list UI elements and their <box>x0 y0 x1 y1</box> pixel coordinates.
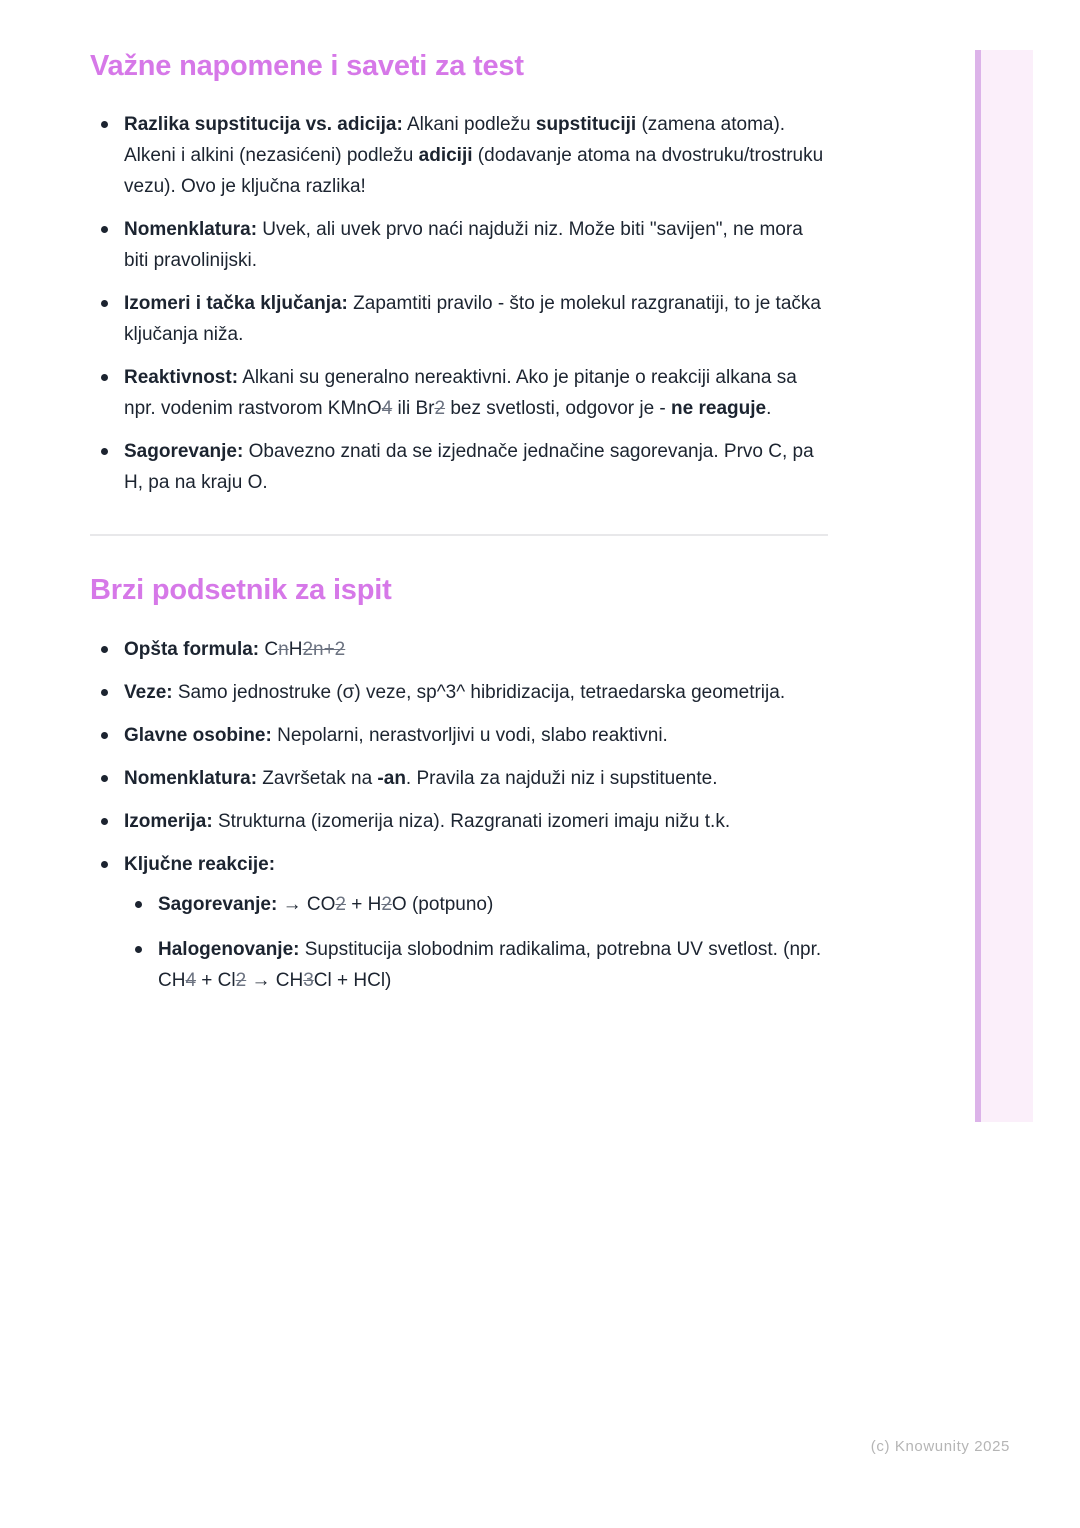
list-item <box>90 362 830 424</box>
text-segment: 2 <box>335 893 346 915</box>
section-quick-reminder <box>90 574 830 995</box>
text-segment: Sagorevanje: <box>158 893 278 915</box>
text-segment: (dodavanje atoma na dvostruku/trostruku vezu). Ovo je ključna razlika! <box>124 145 824 198</box>
text-segment: Sagorevanje: <box>124 441 244 463</box>
text-segment: Zapamtiti pravilo - što je molekul razgranatiji, to je tačka ključanja niža. <box>124 293 821 346</box>
list-item <box>90 849 830 996</box>
text-segment: 4 <box>381 398 393 420</box>
list-item <box>90 720 830 751</box>
sub-list <box>124 889 830 996</box>
page-accent-bar <box>975 50 1033 1122</box>
list-item <box>124 934 830 996</box>
text-segment: Obavezno znati da se izjednače jednačine sagorevanja. Prvo C, pa H, pa na kraju O. <box>124 441 814 494</box>
text-segment: adiciji <box>418 145 473 167</box>
text-segment: + Cl <box>196 969 236 991</box>
text-segment: Nomenklatura: <box>124 767 258 789</box>
text-segment: Nepolarni, nerastvorljivi u vodi, slabo reaktivni. <box>271 724 668 746</box>
text-segment: bez svetlosti, odgovor je - <box>445 398 672 420</box>
text-segment: Razlika supstitucija vs. adicija: <box>124 114 403 136</box>
text-segment: O (potpuno) <box>391 893 494 915</box>
text-segment: 4 <box>185 969 197 991</box>
list-item <box>90 806 830 837</box>
section-divider <box>90 534 828 536</box>
text-segment: Alkani su generalno nereaktivni. Ako je pitanje o reakciji alkana sa npr. vodenim rastvorom KMnO <box>124 367 797 420</box>
text-segment: Ključne reakcije: <box>124 853 276 875</box>
text-segment: Supstitucija slobodnim radikalima, potrebna UV svetlost. (npr. CH <box>158 938 822 991</box>
text-segment: H <box>288 638 303 660</box>
list-item <box>90 763 830 794</box>
text-segment: Izomeri i tačka ključanja: <box>124 293 348 315</box>
text-segment: 3 <box>303 969 314 991</box>
text-segment: 2 <box>434 398 446 420</box>
text-segment: Završetak na <box>257 767 378 789</box>
notes-bullet-list <box>90 109 830 498</box>
text-segment: 2 <box>381 893 392 915</box>
section-title-notes: Važne napomene i saveti za test <box>90 50 524 82</box>
text-segment: Glavne osobine: <box>124 724 272 746</box>
text-segment: supstituciji <box>535 114 637 136</box>
list-item <box>90 214 830 276</box>
text-segment: ili Br <box>392 398 435 420</box>
section-title-reminder: Brzi podsetnik za ispit <box>90 574 392 607</box>
text-segment: Nomenklatura: <box>124 219 258 241</box>
text-segment: Veze: <box>124 681 173 703</box>
reminder-bullet-list <box>90 634 830 996</box>
text-segment: C <box>259 638 279 660</box>
document-body <box>90 50 830 1010</box>
text-segment: → CO <box>277 893 336 915</box>
text-segment: Strukturna (izomerija niza). Razgranati izomeri imaju nižu t.k. <box>212 810 731 832</box>
text-segment: n <box>278 638 289 660</box>
text-segment: Alkani podležu <box>402 114 536 136</box>
text-segment: 2n+2 <box>302 638 346 660</box>
text-segment: Reaktivnost: <box>124 367 239 389</box>
list-item <box>90 634 830 665</box>
text-segment: . Pravila za najduži niz i supstituente. <box>405 767 718 789</box>
text-segment: (zamena atoma). Alkeni i alkini (nezasićeni) podležu <box>124 114 786 167</box>
list-item <box>90 288 830 350</box>
text-segment: 2 <box>235 969 247 991</box>
list-item <box>90 109 830 202</box>
text-segment: Opšta formula: <box>124 638 260 660</box>
text-segment: + H <box>345 893 382 915</box>
text-segment: Samo jednostruke (σ) veze, sp^3^ hibridizacija, tetraedarska geometrija. <box>172 681 786 703</box>
footer-credit: (c) Knowunity 2025 <box>870 1438 1010 1455</box>
text-segment: Cl + HCl) <box>313 969 392 991</box>
text-segment: . <box>766 398 772 420</box>
text-segment: ne reaguje <box>671 398 767 420</box>
list-item <box>90 677 830 708</box>
text-segment: → CH <box>246 969 304 991</box>
list-item <box>124 889 830 920</box>
text-segment: Halogenovanje: <box>158 938 300 960</box>
list-item <box>90 436 830 498</box>
text-segment: Uvek, ali uvek prvo naći najduži niz. Može biti "savijen", ne mora biti pravolinijski. <box>124 219 803 272</box>
text-segment: Izomerija: <box>124 810 213 832</box>
text-segment: -an <box>377 767 406 789</box>
section-notes-and-tips <box>90 50 830 498</box>
